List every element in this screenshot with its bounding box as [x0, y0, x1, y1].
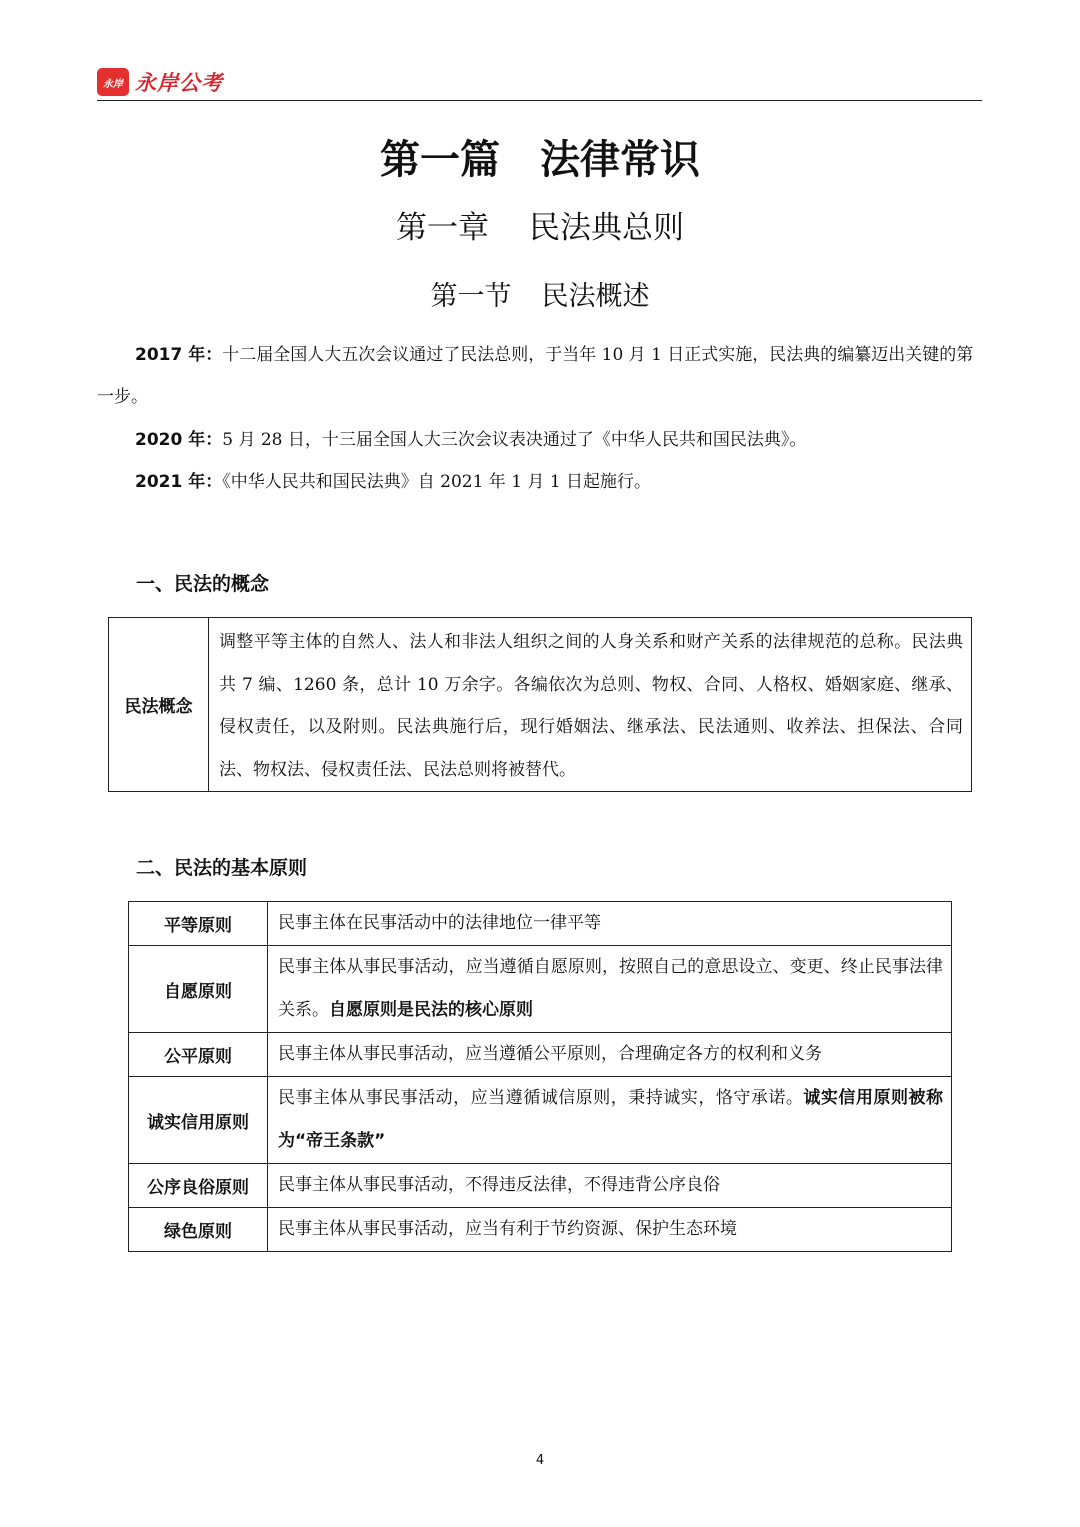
- page-number: 4: [535, 1453, 545, 1468]
- chapter-title: [0, 202, 1080, 247]
- table-row: [129, 1164, 952, 1208]
- part-title-number: 第一篇: [380, 137, 500, 183]
- chapter-title-number: 第一章: [396, 210, 489, 246]
- section-heading-principles: 二、民法的基本原则: [136, 857, 308, 879]
- table-row: [109, 618, 972, 792]
- concept-table: [108, 617, 972, 792]
- timeline-text: 5 月 28 日，十三届全国人大三次会议表决通过了《中华人民共和国民法典》。: [222, 430, 807, 450]
- principle-label: 公平原则: [129, 1033, 268, 1077]
- principles-table: [128, 901, 952, 1252]
- table-row: [129, 1033, 952, 1077]
- table-row: [129, 946, 952, 1033]
- section-title-name: 民法概述: [541, 281, 650, 312]
- section-heading-concept: 一、民法的概念: [136, 573, 270, 595]
- principle-label: 绿色原则: [129, 1208, 268, 1252]
- principle-emphasis: 诚实信用原则被称为“帝王条款”: [278, 1088, 944, 1151]
- principle-text: 民事主体从事民事活动，应当遵循公平原则，合理确定各方的权利和义务: [268, 1033, 952, 1077]
- timeline-text: 《中华人民共和国民法典》自 2021 年 1 月 1 日起施行。: [222, 472, 652, 492]
- concept-label: 民法概念: [109, 618, 209, 792]
- page-header: [97, 68, 982, 101]
- principle-text: 民事主体从事民事活动，应当遵循诚信原则，秉持诚实，恪守承诺。诚实信用原则被称为“帝王条款”: [268, 1077, 952, 1164]
- timeline-text: 十二届全国人大五次会议通过了民法总则，于当年 10 月 1 日正式实施，民法典的编纂迈出关键的第一步。: [97, 345, 974, 407]
- table-row: [129, 902, 952, 946]
- principle-label: 自愿原则: [129, 946, 268, 1033]
- principle-text: 民事主体从事民事活动，应当遵循自愿原则，按照自己的意思设立、变更、终止民事法律关系。自愿原则是民法的核心原则: [268, 946, 952, 1033]
- timeline-2017: [97, 334, 982, 418]
- principle-text: 民事主体从事民事活动，不得违反法律，不得违背公序良俗: [268, 1164, 952, 1208]
- timeline-2021: [97, 461, 982, 503]
- principle-label: 诚实信用原则: [129, 1077, 268, 1164]
- principle-label: 平等原则: [129, 902, 268, 946]
- concept-text: 调整平等主体的自然人、法人和非法人组织之间的人身关系和财产关系的法律规范的总称。民法典共 7 编、1260 条，总计 10 万余字。各编依次为总则、物权、合同、人格权、婚姻家庭、继承、侵权责任，以及附则。民法典施行后，现行婚姻法、继承法、民法通则、收养法、担保法、合同法、物权法、侵权责任法、民法总则将被替代。: [209, 618, 972, 792]
- principle-emphasis: 自愿原则是民法的核心原则: [329, 1000, 533, 1020]
- logo-badge: 永岸: [97, 68, 129, 96]
- section-title: [0, 274, 1080, 313]
- part-title-name: 法律常识: [540, 137, 700, 183]
- table-row: [129, 1208, 952, 1252]
- table-row: [129, 1077, 952, 1164]
- logo-text: 永岸公考: [135, 71, 223, 95]
- part-title: [0, 128, 1080, 185]
- timeline-year: 2020 年：: [135, 430, 223, 450]
- timeline-year: 2017 年：: [135, 345, 223, 365]
- section-title-number: 第一节: [430, 281, 512, 312]
- timeline-year: 2021 年：: [135, 472, 223, 492]
- timeline-2020: [97, 419, 982, 461]
- principle-text: 民事主体在民事活动中的法律地位一律平等: [268, 902, 952, 946]
- chapter-title-name: 民法典总则: [529, 210, 684, 246]
- principle-label: 公序良俗原则: [129, 1164, 268, 1208]
- principle-text: 民事主体从事民事活动，应当有利于节约资源、保护生态环境: [268, 1208, 952, 1252]
